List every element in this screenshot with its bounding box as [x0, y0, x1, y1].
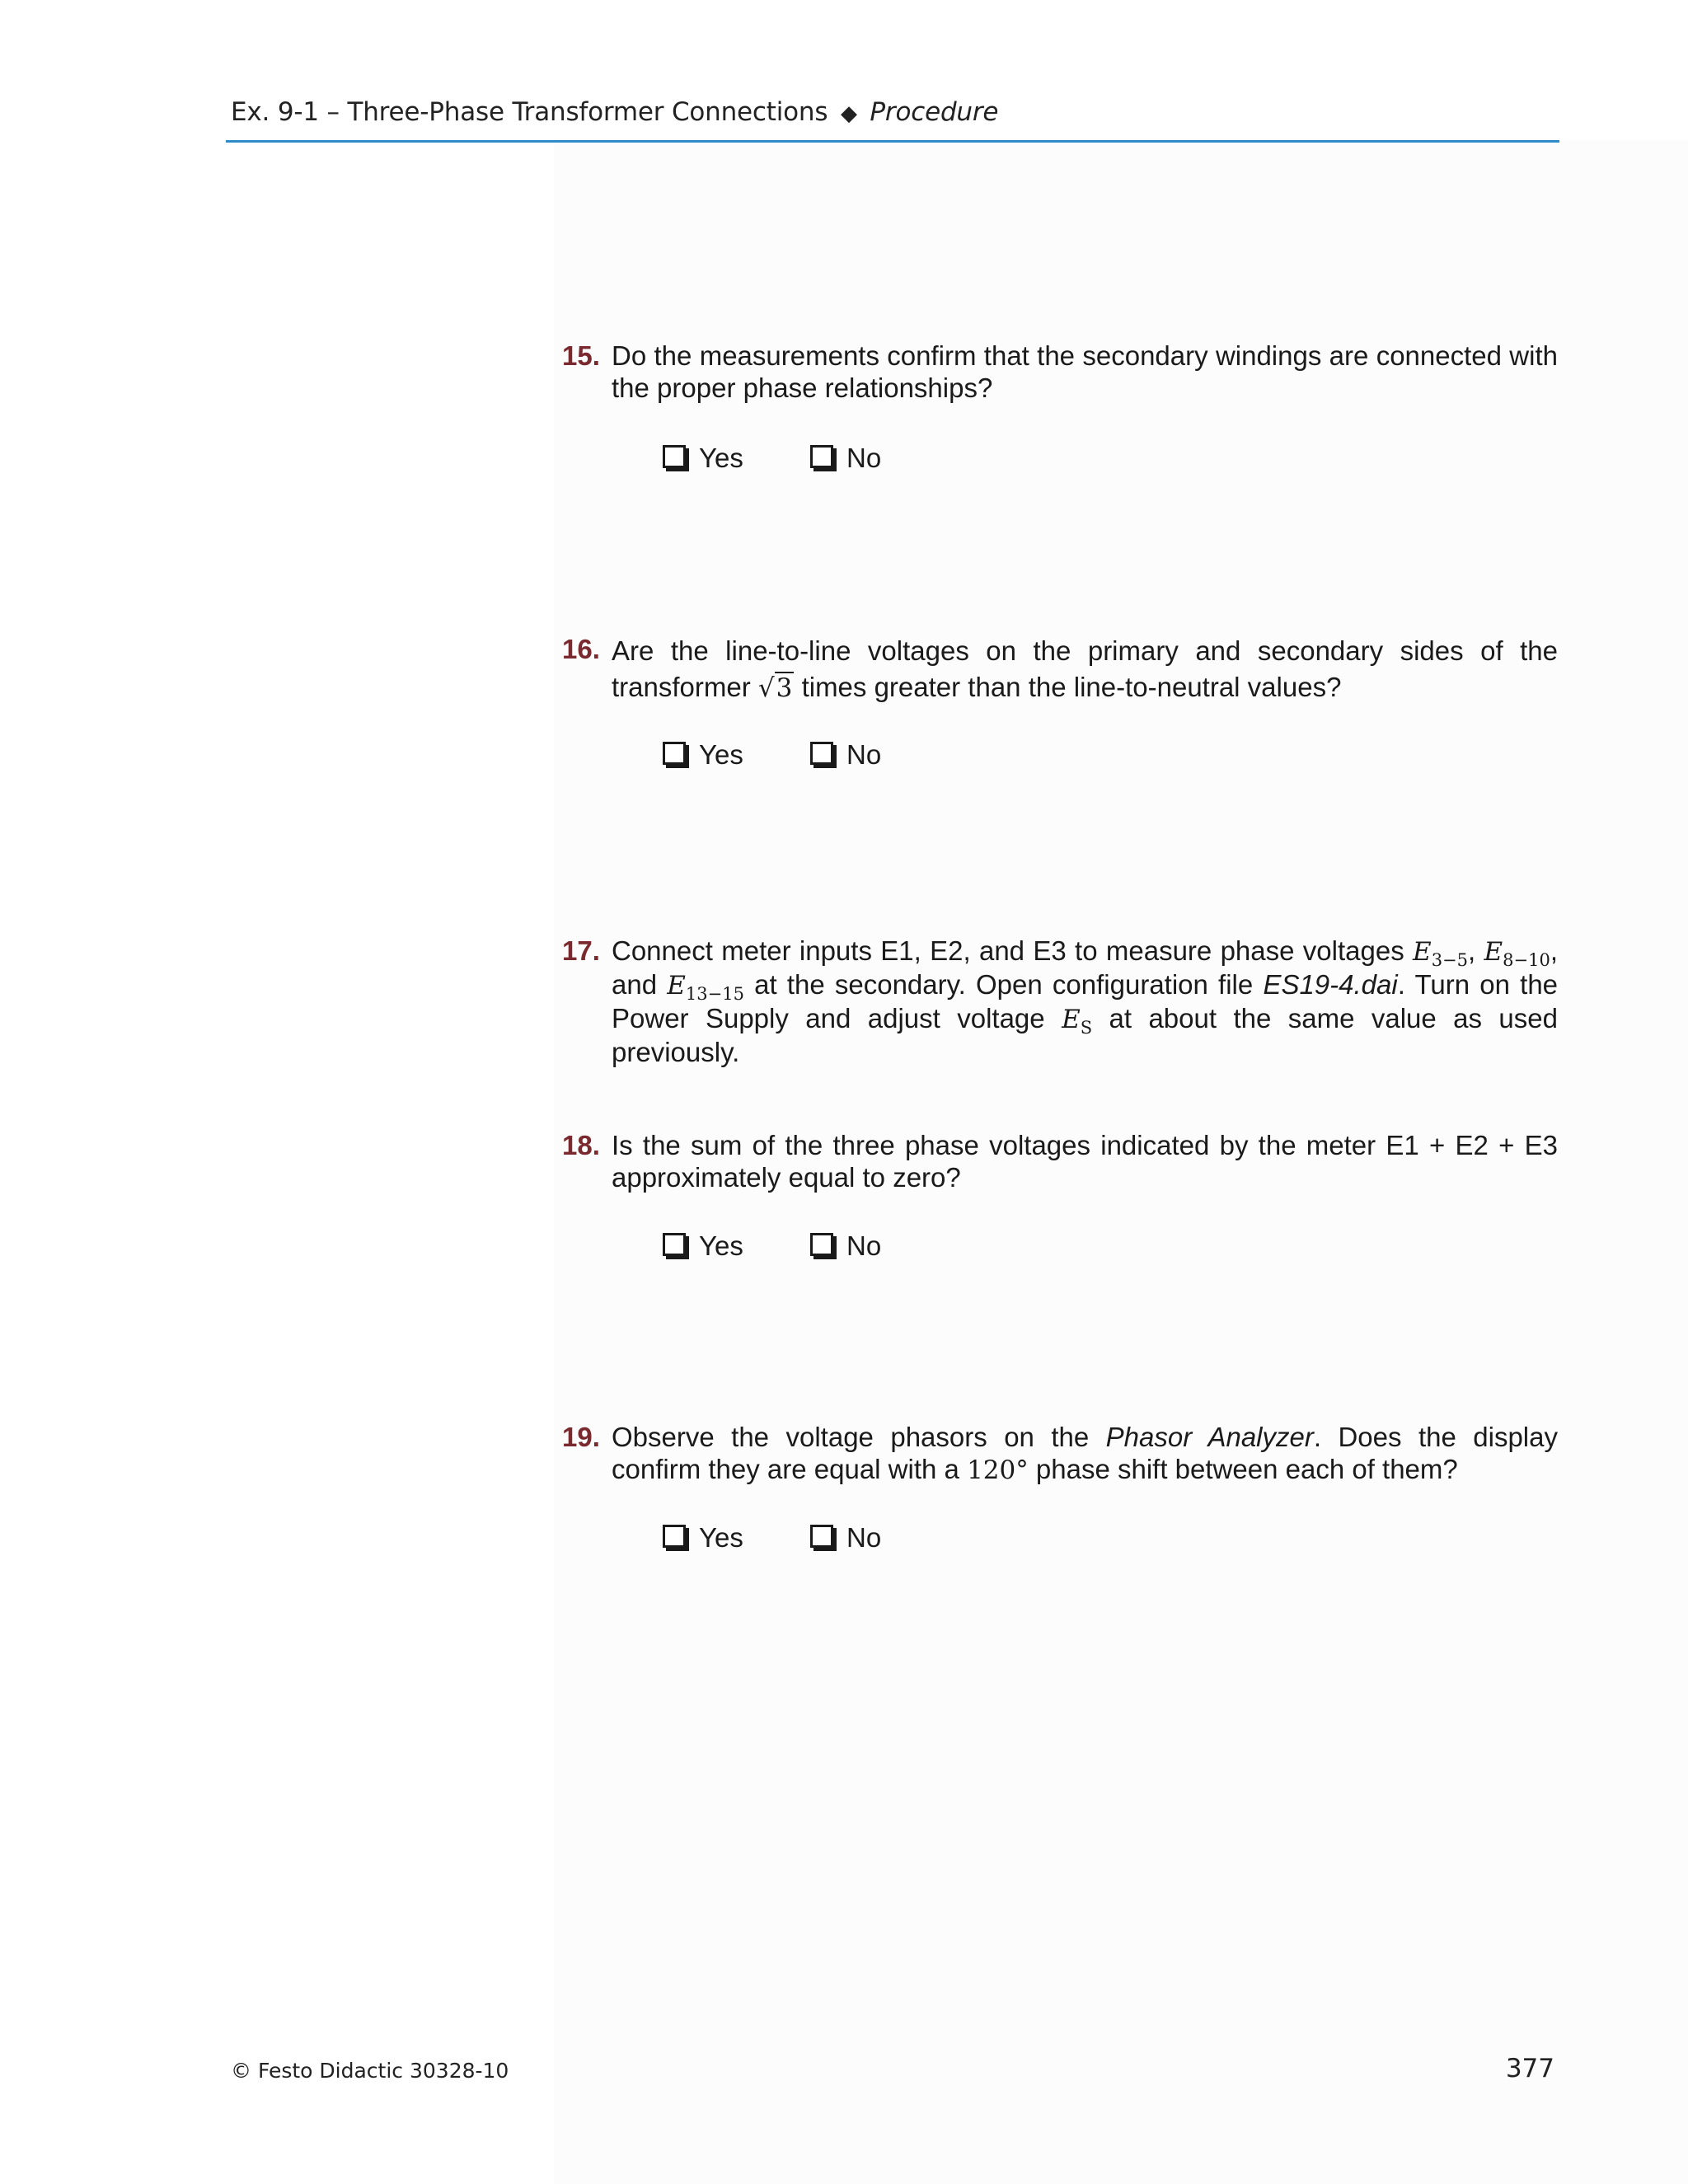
- yes-no-options: [663, 1521, 940, 1556]
- step-text: [612, 1421, 1558, 1487]
- voltage-variable: $E_S$: [1062, 1005, 1093, 1038]
- yes-label: Yes: [699, 443, 743, 473]
- yes-label: Yes: [699, 1522, 743, 1553]
- step-text-part: . Does the display confirm they are equal with a: [612, 1422, 1558, 1484]
- yes-option[interactable]: [663, 1230, 743, 1262]
- step-number: 16.: [562, 634, 600, 664]
- no-label: No: [846, 1522, 882, 1553]
- yes-option[interactable]: [663, 738, 743, 771]
- step-text-part: at the secondary. Open configuration file: [754, 969, 1254, 1000]
- step-text: [612, 633, 1558, 706]
- yes-option[interactable]: [663, 1521, 743, 1554]
- yes-no-options: [663, 1230, 940, 1264]
- step-number: 19.: [562, 1422, 600, 1452]
- checkbox-icon[interactable]: [810, 445, 833, 468]
- step-number: 15.: [562, 340, 600, 371]
- header-rule: [226, 140, 1559, 143]
- no-option[interactable]: [810, 442, 881, 474]
- checkbox-icon[interactable]: [810, 1525, 833, 1548]
- yes-no-options: [663, 738, 940, 773]
- header-title: Ex. 9-1 – Three-Phase Transformer Connections: [231, 97, 828, 127]
- step-text-part: at about the same value as used previously.: [612, 1003, 1558, 1067]
- step-number: 18.: [562, 1130, 600, 1160]
- step-text-part: times greater than the line-to-neutral values?: [801, 672, 1342, 702]
- yes-label: Yes: [699, 1230, 743, 1261]
- no-label: No: [846, 443, 882, 473]
- checkbox-icon[interactable]: [663, 1525, 686, 1548]
- config-file-name: ES19-4.dai: [1263, 969, 1398, 1000]
- checkbox-icon[interactable]: [810, 1233, 833, 1256]
- step-number: 17.: [562, 935, 600, 966]
- page-number: 377: [1505, 2054, 1554, 2083]
- checkbox-icon[interactable]: [663, 1233, 686, 1256]
- step-text: Is the sum of the three phase voltages indicated by the meter E1 + E2 + E3 approximately equal to zero?: [612, 1130, 1558, 1193]
- step-text: Connect meter inputs E1, E2, and E3 to measure phase voltages $E_{3-5}$, $E_{8-10}$, and $E_{13-15}$ at the secondary. Open configuration file ES19-4.dai. Turn on the Power Supply and adjust voltage $E_S$ at about the same value as used previously.: [612, 935, 1559, 1067]
- step-text-part: phase shift between each of them?: [1035, 1454, 1458, 1484]
- step-text-part: . Turn on the Power Supply and adjust voltage: [612, 969, 1559, 1033]
- header-section: Procedure: [870, 97, 999, 127]
- sqrt-radicand: 3: [776, 673, 793, 703]
- checkbox-icon[interactable]: [663, 742, 686, 765]
- no-option[interactable]: [810, 1521, 881, 1554]
- no-option[interactable]: [810, 1230, 881, 1262]
- yes-no-options: [663, 442, 940, 476]
- step-text-part: and: [612, 969, 658, 1000]
- step-text: Do the measurements confirm that the secondary windings are connected with the proper phase relationships?: [612, 340, 1558, 403]
- yes-label: Yes: [699, 739, 743, 770]
- step-text-part: Are the line-to-line voltages on the primary and secondary sides of the transformer: [612, 635, 1558, 702]
- voltage-variable: $E_{8-10}$: [1484, 937, 1550, 970]
- diamond-icon: ◆: [840, 101, 857, 126]
- no-label: No: [846, 1230, 882, 1261]
- app-name: Phasor Analyzer: [1105, 1422, 1314, 1452]
- yes-option[interactable]: [663, 442, 743, 474]
- voltage-variable: $E_{3-5}$: [1413, 937, 1469, 970]
- checkbox-icon[interactable]: [810, 742, 833, 765]
- no-option[interactable]: [810, 738, 881, 771]
- angle-value: 120°: [967, 1455, 1029, 1485]
- step-text-part: Connect meter inputs E1, E2, and E3 to measure phase voltages: [612, 935, 1404, 966]
- checkbox-icon[interactable]: [663, 445, 686, 468]
- step-text-part: Observe the voltage phasors on the: [612, 1422, 1090, 1452]
- voltage-variable: $E_{13-15}$: [667, 971, 744, 1004]
- footer-copyright: © Festo Didactic 30328-10: [231, 2059, 509, 2083]
- no-label: No: [846, 739, 882, 770]
- square-root-symbol: √3: [757, 673, 793, 703]
- running-header: [231, 97, 998, 127]
